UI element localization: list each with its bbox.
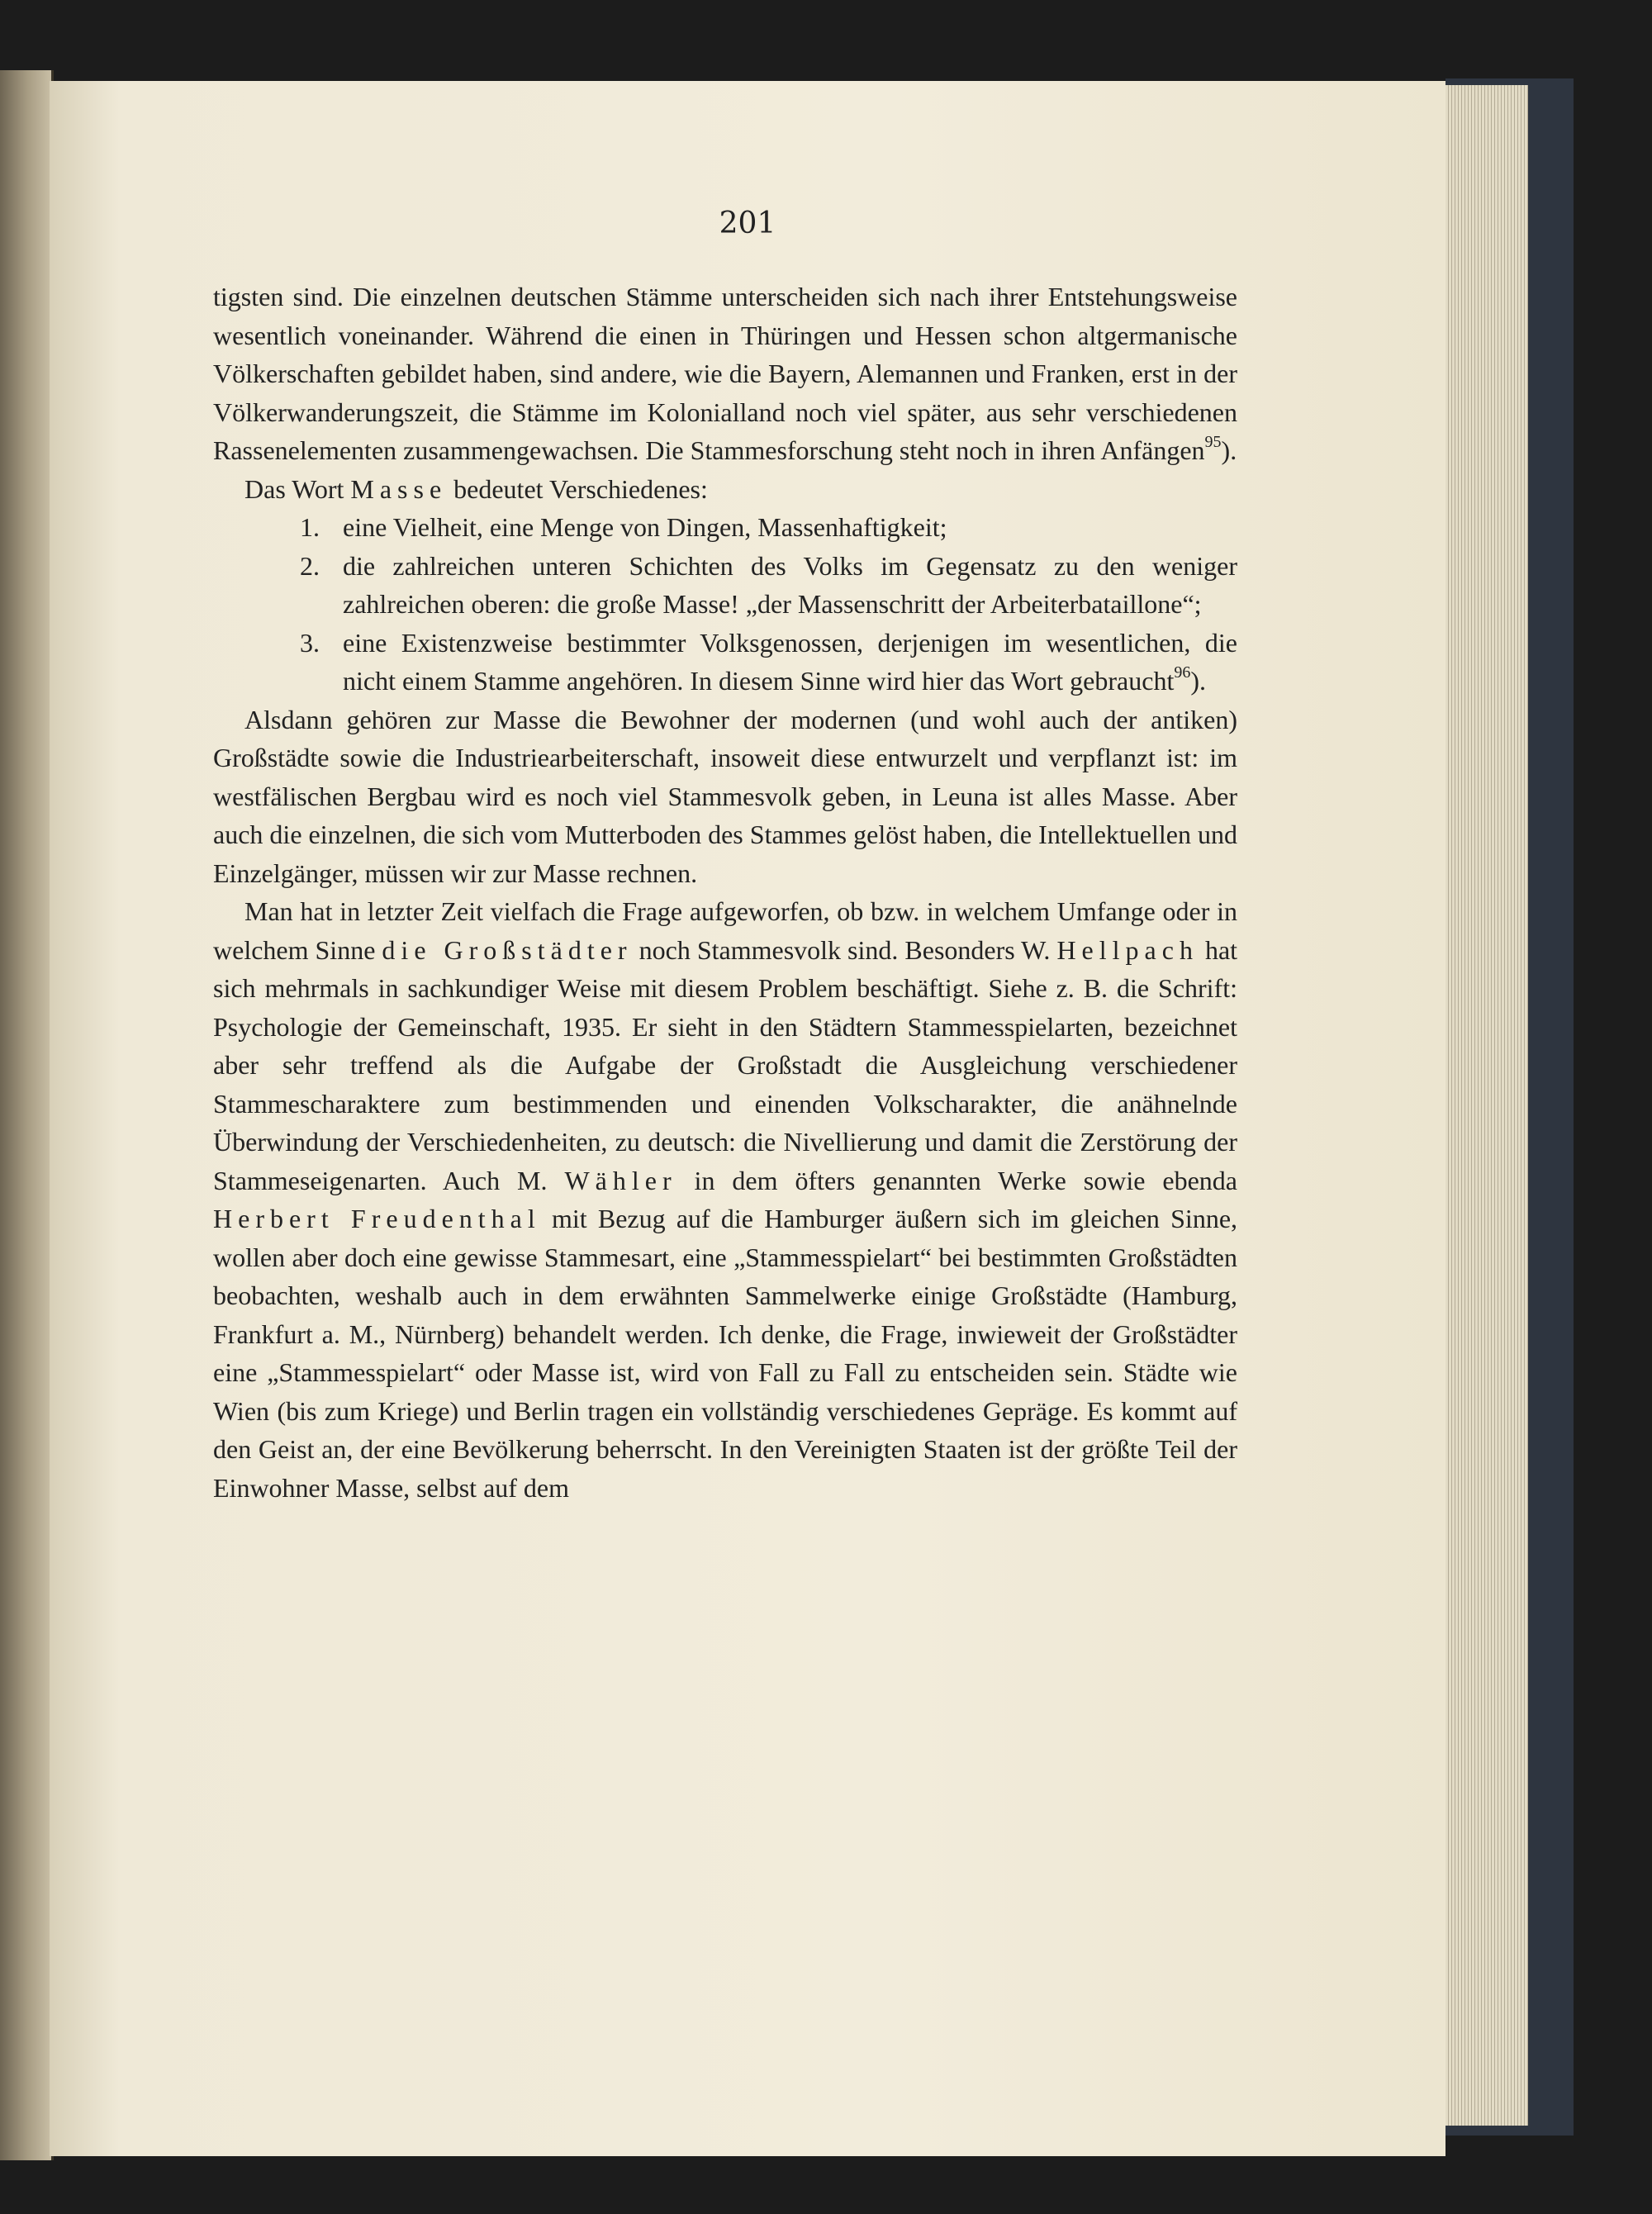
paragraph-1: tigsten sind. Die einzelnen deutschen Stämme unterscheiden sich nach ihrer Entstehungsweise wesentlich voneinander. Während die einen in Thüringen und Hessen schon altgermanische Völkerschaften gebildet haben, sind andere, wie die Bayern, Alemannen und Franken, erst in der Völkerwanderungszeit, die Stämme im Kolonialland noch viel später, aus sehr verschiedenen Rassenelementen zusammengewachsen. Die Stammesforschung steht noch in ihren Anfängen$^{95}$). [213,282,1237,465]
footnote-ref: 96 [1174,663,1191,682]
list-item: 2. die zahlreichen unteren Schichten des Volks im Gegensatz zu den weniger zahlreichen oberen: die große Masse! „der Massenschritt der Arbeiterbataillone“; [300,550,1237,619]
paragraph-3: Alsdann gehören zur Masse die Bewohner der modernen (und wohl auch der antiken) Großstädte sowie die Industriearbeiterschaft, insoweit diese entwurzelt und verpflanzt ist: im westfälischen Bergbau wird es noch viel Stammesvolk geben, in Leuna ist alles Masse. Aber auch die einzelnen, die sich vom Mutterboden des Stammes gelöst haben, die Intellektuellen und Einzelgänger, müssen wir zur Masse rechnen. [213,704,1237,888]
paragraph-2: Das Wort Masse bedeutet Verschiedenes: [244,473,708,504]
emphasis: Masse [350,473,448,504]
paragraph-4: Man hat in letzter Zeit vielfach die Frage aufgeworfen, ob bzw. in welchem Umfange oder in welchem Sinne die Großstädter noch Stammesvolk sind. Besonders W. Hellpach hat sich mehrmals in sachkundiger Weise mit diesem Problem beschäftigt. Siehe z. B. die Schrift: Psychologie der Gemeinschaft, 1935. Er sieht in den Städtern Stammesspielarten, bezeichnet aber sehr treffend als die Aufgabe der Großstadt die Ausgleichung verschiedener Stammescharaktere zum bestimmenden und einenden Volkscharakter, die anähnelnde Überwindung der Verschiedenheiten, zu deutsch: die Nivellierung und damit die Zerstörung der Stammeseigenarten. Auch M. Wähler in dem öfters genannten Werke sowie ebenda Herbert Freudenthal mit Bezug auf die Hamburger äußern sich im gleichen Sinne, wollen aber doch eine gewisse Stammesart, eine „Stammesspielart“ bei bestimmten Großstädten beobachten, weshalb auch in dem erwähnten Sammelwerke einige Großstädte (Hamburg, Frankfurt a. M., Nürnberg) behandelt werden. Ich denke, die Frage, inwieweit der Großstädter eine „Stammesspielart“ oder Masse ist, wird von Fall zu Fall zu entscheiden sein. Städte wie Wien (bis zum Kriege) und Berlin tragen ein vollständig verschiedenes Gepräge. Es kommt auf den Geist an, der eine Bevölkerung beherrscht. In den Vereinigten Staaten ist der größte Teil der Einwohner Masse, selbst auf dem [213,896,1238,1503]
emphasis: Herbert Freudenthal [213,1204,541,1233]
page-number: 201 [719,207,776,240]
body-text [213,278,1237,1507]
emphasis: Wähler [564,1165,677,1195]
left-page-edge [0,70,54,2160]
footnote-ref: 95 [1204,433,1222,452]
book-page [50,81,1446,2156]
emphasis: Hellpach [1056,934,1199,965]
list-item: 1. eine Vielheit, eine Menge von Dingen, Massenhaftigkeit; [300,512,947,542]
emphasis: die Großstädter [382,934,633,965]
list-item: 3. eine Existenzweise bestimmter Volksgenossen, derjenigen im wesentlichen, die nicht einem Stamme angehören. In diesem Sinne wird hier das Wort gebraucht$^{96}$). [300,627,1237,696]
definition-list [213,508,1237,701]
